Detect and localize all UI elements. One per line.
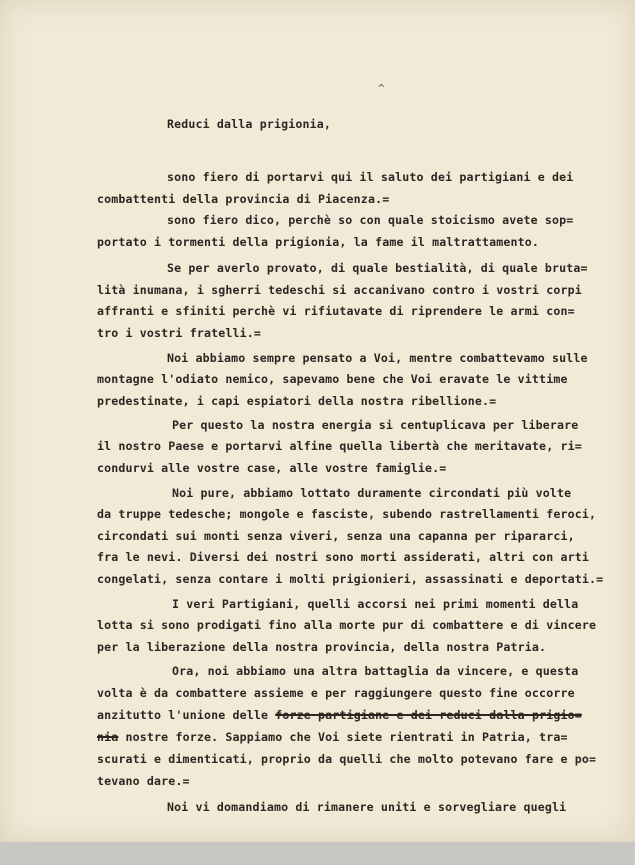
salutation: Reduci dalla prigionia, xyxy=(167,117,331,131)
text-line: montagne l'odiato nemico, sapevamo bene che Voi eravate le vittime xyxy=(97,372,568,386)
text-line: combattenti della provincia di Piacenza.= xyxy=(97,192,390,206)
text-line: lità inumana, i sgherri tedeschi si accanivano contro i vostri corpi xyxy=(97,283,582,297)
text-line: da truppe tedesche; mongole e fasciste, subendo rastrellamenti feroci, xyxy=(97,507,597,521)
text-line: Per questo la nostra energia si centuplicava per liberare xyxy=(172,418,579,432)
text-line: lotta si sono prodigati fino alla morte pur di combattere e di vincere xyxy=(97,618,597,632)
text-line: congelati, senza contare i molti prigionieri, assassinati e deportati.= xyxy=(97,572,604,586)
text-line: tro i vostri fratelli.= xyxy=(97,326,261,340)
text-line: fra le nevi. Diversi dei nostri sono morti assiderati, altri con arti xyxy=(97,550,589,564)
struck-through-text: forze partigiane e dei reduci dalla prigio= xyxy=(275,708,582,722)
text-fragment: anzitutto l'unione delle xyxy=(97,708,269,722)
text-line: portato i tormenti della prigionia, la fame il maltrattamento. xyxy=(97,235,540,249)
text-line: Ora, noi abbiamo una altra battaglia da vincere, e questa xyxy=(172,664,579,678)
text-line: circondati sui monti senza viveri, senza una capanna per ripararci, xyxy=(97,529,575,543)
text-fragment: nostre forze. Sappiamo che Voi siete rientrati in Patria, tra= xyxy=(125,730,568,744)
scan-background xyxy=(0,842,635,865)
text-line: il nostro Paese e portarvi alfine quella libertà che meritavate, ri= xyxy=(97,439,582,453)
pencil-mark: ^ xyxy=(378,82,385,95)
text-line: per la liberazione della nostra provincia, della nostra Patria. xyxy=(97,640,547,654)
text-line: Se per averlo provato, di quale bestialità, di quale bruta= xyxy=(167,261,588,275)
text-line: tevano dare.= xyxy=(97,774,190,788)
text-line: I veri Partigiani, quelli accorsi nei primi momenti della xyxy=(172,597,579,611)
text-line xyxy=(97,730,568,744)
text-line: predestinate, i capi espiatori della nostra ribellione.= xyxy=(97,394,497,408)
text-line: sono fiero di portarvi qui il saluto dei partigiani e dei xyxy=(167,170,574,184)
text-line: Noi vi domandiamo di rimanere uniti e sorvegliare quegli xyxy=(167,800,567,814)
text-line: affranti e sfiniti perchè vi rifiutavate di riprendere le armi con= xyxy=(97,304,575,318)
text-line: Noi pure, abbiamo lottato duramente circondati più volte xyxy=(172,486,572,500)
text-line: scurati e dimenticati, proprio da quelli che molto potevano fare e po= xyxy=(97,752,597,766)
text-line xyxy=(97,708,582,722)
text-line: volta è da combattere assieme e per raggiungere questo fine occorre xyxy=(97,686,575,700)
text-line: sono fiero dico, perchè so con quale stoicismo avete sop= xyxy=(167,213,574,227)
text-line: Noi abbiamo sempre pensato a Voi, mentre combattevamo sulle xyxy=(167,351,588,365)
struck-through-text: nia xyxy=(97,730,119,744)
text-line: condurvi alle vostre case, alle vostre famiglie.= xyxy=(97,461,447,475)
